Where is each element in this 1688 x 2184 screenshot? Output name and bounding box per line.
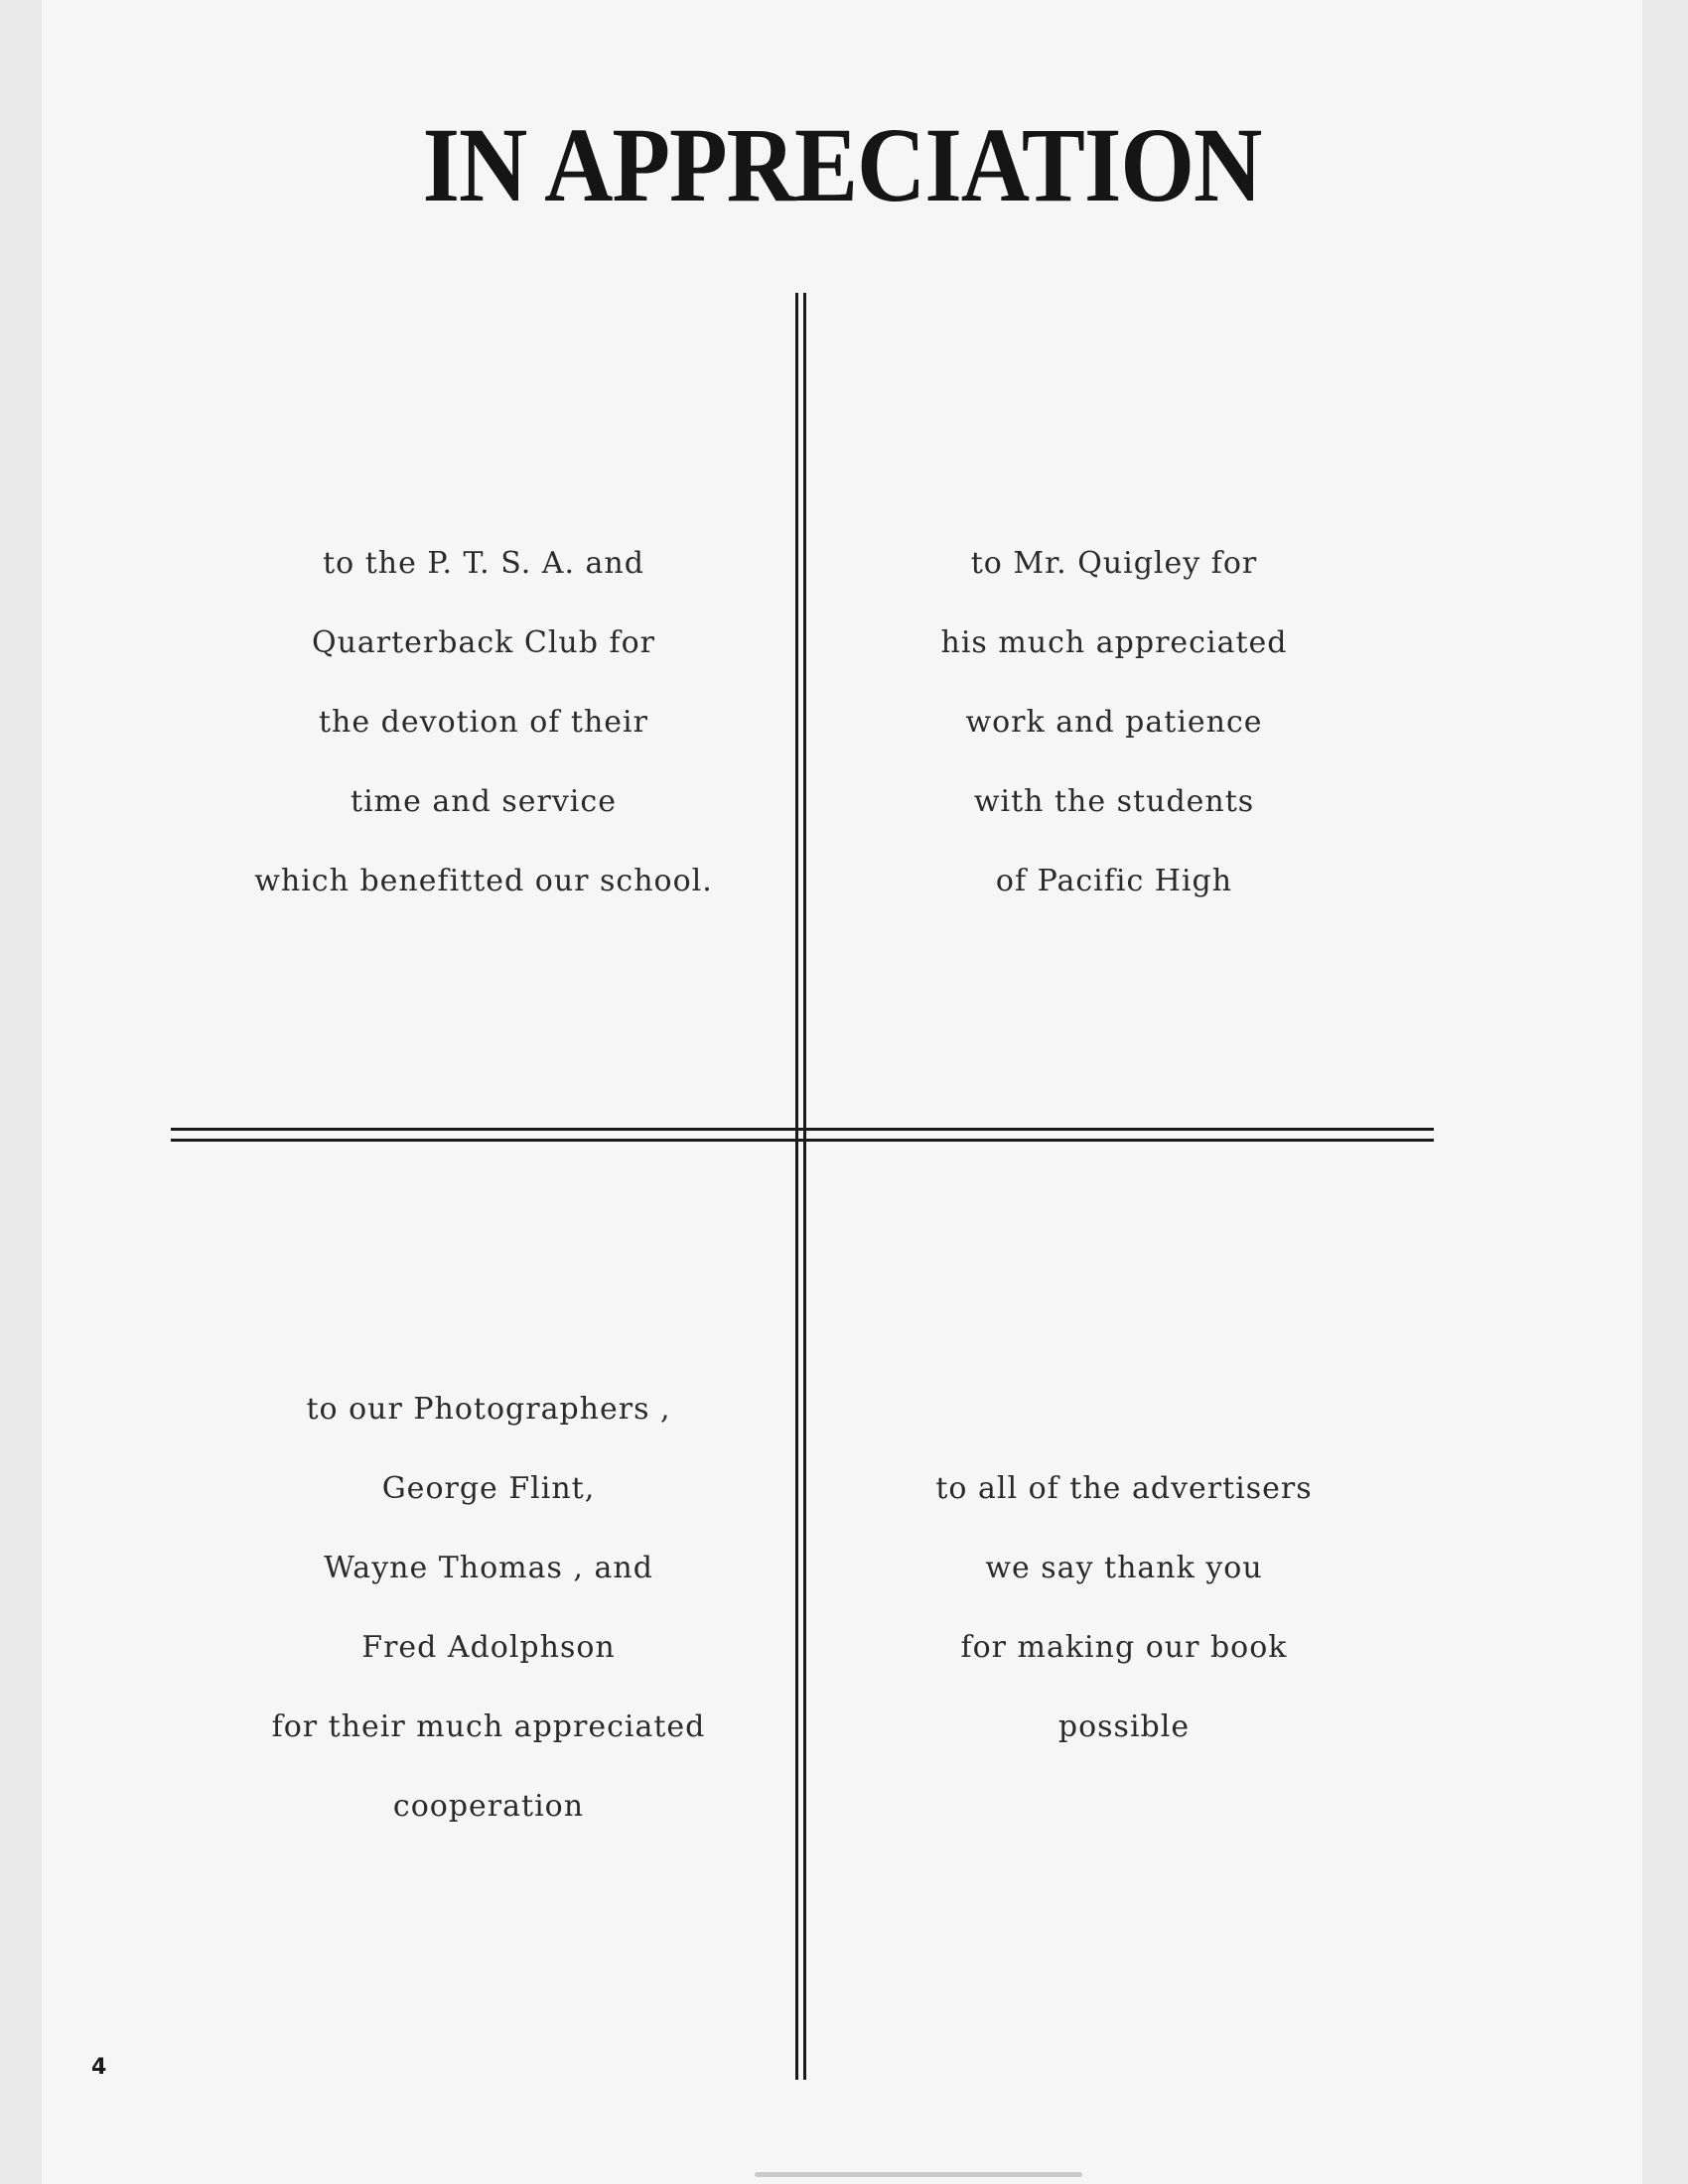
horizontal-divider-top bbox=[171, 1128, 1434, 1131]
text-line: Fred Adolphson bbox=[361, 1630, 616, 1665]
text-line: to the P. T. S. A. and bbox=[323, 546, 644, 581]
text-line: Quarterback Club for bbox=[311, 625, 655, 660]
advertisers-appreciation-text bbox=[826, 1449, 1422, 1767]
text-line: possible bbox=[1057, 1709, 1191, 1744]
text-line: work and patience bbox=[965, 705, 1263, 740]
scan-shadow bbox=[755, 2172, 1082, 2177]
text-line: with the students bbox=[973, 784, 1255, 819]
ptsa-appreciation-text bbox=[171, 524, 796, 921]
text-line: of Pacific High bbox=[995, 864, 1233, 898]
text-line: to our Photographers , bbox=[306, 1392, 671, 1427]
text-line: his much appreciated bbox=[940, 625, 1288, 660]
text-line: for their much appreciated bbox=[271, 1709, 706, 1744]
text-line: which benefitted our school. bbox=[254, 864, 713, 898]
horizontal-divider-bottom bbox=[171, 1139, 1434, 1142]
page-number: 4 bbox=[91, 2055, 107, 2080]
text-line: cooperation bbox=[392, 1789, 585, 1824]
text-line: to Mr. Quigley for bbox=[970, 546, 1258, 581]
text-line: the devotion of their bbox=[319, 705, 648, 740]
text-line: to all of the advertisers bbox=[935, 1471, 1313, 1506]
page-title: IN APPRECIATION bbox=[422, 104, 1262, 224]
photographers-appreciation-text bbox=[171, 1370, 806, 1846]
text-line: for making our book bbox=[960, 1630, 1288, 1665]
text-line: we say thank you bbox=[985, 1551, 1263, 1585]
text-line: George Flint, bbox=[381, 1471, 596, 1506]
quigley-appreciation-text bbox=[816, 524, 1412, 921]
yearbook-page bbox=[42, 0, 1642, 2184]
text-line: time and service bbox=[351, 784, 617, 819]
text-line: Wayne Thomas , and bbox=[324, 1551, 653, 1585]
